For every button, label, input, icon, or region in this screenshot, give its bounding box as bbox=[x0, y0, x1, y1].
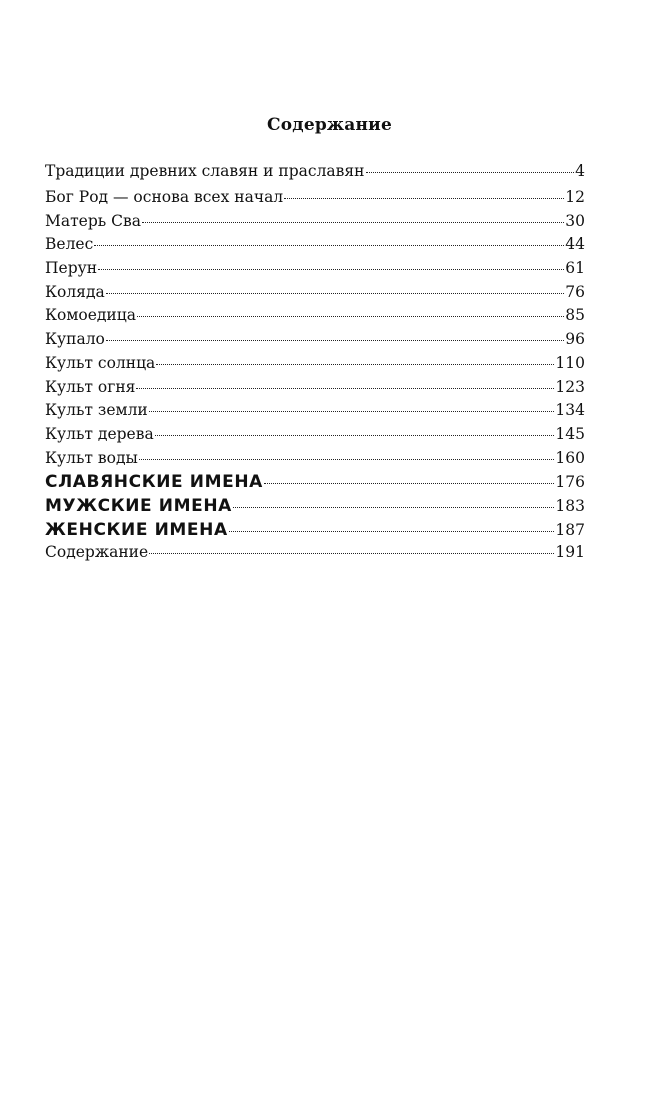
toc-entry[interactable] bbox=[45, 449, 585, 473]
toc-entry-title: Бог Род — основа всех начал bbox=[45, 188, 284, 206]
dot-leader bbox=[229, 531, 555, 532]
toc-entry-title: Содержание bbox=[45, 543, 149, 562]
dot-leader bbox=[366, 172, 575, 173]
toc-entry-title: Коляда bbox=[45, 282, 105, 301]
toc-entry-page: 160 bbox=[555, 448, 585, 467]
toc-entry[interactable] bbox=[45, 283, 585, 307]
toc-entry-page: 44 bbox=[565, 235, 585, 254]
dot-leader bbox=[106, 340, 564, 341]
toc-list bbox=[45, 162, 585, 567]
toc-entry-title: Купало bbox=[45, 330, 105, 349]
toc-entry-page: 30 bbox=[565, 211, 585, 230]
toc-entry-page: 187 bbox=[555, 520, 585, 539]
toc-entry-title: Культ воды bbox=[45, 448, 138, 467]
dot-leader bbox=[94, 245, 564, 246]
dot-leader bbox=[98, 269, 564, 270]
toc-entry-page: 12 bbox=[565, 188, 585, 206]
toc-entry-title: СЛАВЯНСКИЕ ИМЕНА bbox=[45, 472, 263, 493]
toc-entry-page: 85 bbox=[565, 306, 585, 325]
dot-leader bbox=[264, 483, 555, 484]
toc-entry-title: Матерь Сва bbox=[45, 211, 141, 230]
toc-entry-page: 145 bbox=[555, 424, 585, 443]
dot-leader bbox=[142, 222, 564, 223]
toc-entry[interactable] bbox=[45, 162, 585, 188]
toc-entry[interactable] bbox=[45, 378, 585, 402]
toc-entry-title: Комоедица bbox=[45, 306, 136, 325]
toc-entry[interactable] bbox=[45, 188, 585, 212]
dot-leader bbox=[149, 553, 554, 554]
toc-entry-title: Велес bbox=[45, 235, 94, 254]
toc-entry-page: 96 bbox=[565, 330, 585, 349]
toc-entry[interactable] bbox=[45, 330, 585, 354]
dot-leader bbox=[233, 507, 555, 508]
dot-leader bbox=[284, 198, 564, 199]
toc-entry-page: 191 bbox=[555, 543, 585, 562]
toc-entry[interactable] bbox=[45, 354, 585, 378]
toc-entry[interactable] bbox=[45, 425, 585, 449]
dot-leader bbox=[139, 459, 555, 460]
toc-entry-page: 183 bbox=[555, 496, 585, 515]
toc-entry[interactable] bbox=[45, 306, 585, 330]
toc-entry-page: 61 bbox=[565, 259, 585, 278]
toc-entry[interactable] bbox=[45, 212, 585, 236]
dot-leader bbox=[155, 435, 555, 436]
toc-entry[interactable] bbox=[45, 401, 585, 425]
toc-entry[interactable] bbox=[45, 520, 585, 544]
toc-entry-page: 176 bbox=[555, 473, 585, 492]
toc-entry[interactable] bbox=[45, 543, 585, 567]
dot-leader bbox=[149, 411, 555, 412]
toc-entry[interactable] bbox=[45, 235, 585, 259]
toc-entry-title: Традиции древних славян и праславян bbox=[45, 162, 365, 180]
toc-entry-page: 76 bbox=[565, 282, 585, 301]
toc-entry-title: Культ солнца bbox=[45, 353, 156, 372]
toc-entry-title: Культ огня bbox=[45, 377, 136, 396]
toc-entry-page: 134 bbox=[555, 401, 585, 420]
toc-entry[interactable] bbox=[45, 496, 585, 520]
toc-entry-title: Культ земли bbox=[45, 401, 148, 420]
toc-entry-title: ЖЕНСКИЕ ИМЕНА bbox=[45, 519, 228, 540]
toc-entry-page: 110 bbox=[555, 353, 585, 372]
toc-entry-title: Культ дерева bbox=[45, 424, 154, 443]
dot-leader bbox=[106, 293, 565, 294]
dot-leader bbox=[156, 364, 554, 365]
dot-leader bbox=[136, 388, 554, 389]
toc-heading: Содержание bbox=[267, 115, 392, 135]
toc-entry-title: МУЖСКИЕ ИМЕНА bbox=[45, 495, 232, 516]
toc-entry-page: 4 bbox=[575, 162, 585, 180]
toc-entry-title: Перун bbox=[45, 259, 98, 278]
toc-entry[interactable] bbox=[45, 259, 585, 283]
toc-entry-page: 123 bbox=[555, 377, 585, 396]
dot-leader bbox=[137, 316, 564, 317]
toc-entry[interactable] bbox=[45, 472, 585, 496]
